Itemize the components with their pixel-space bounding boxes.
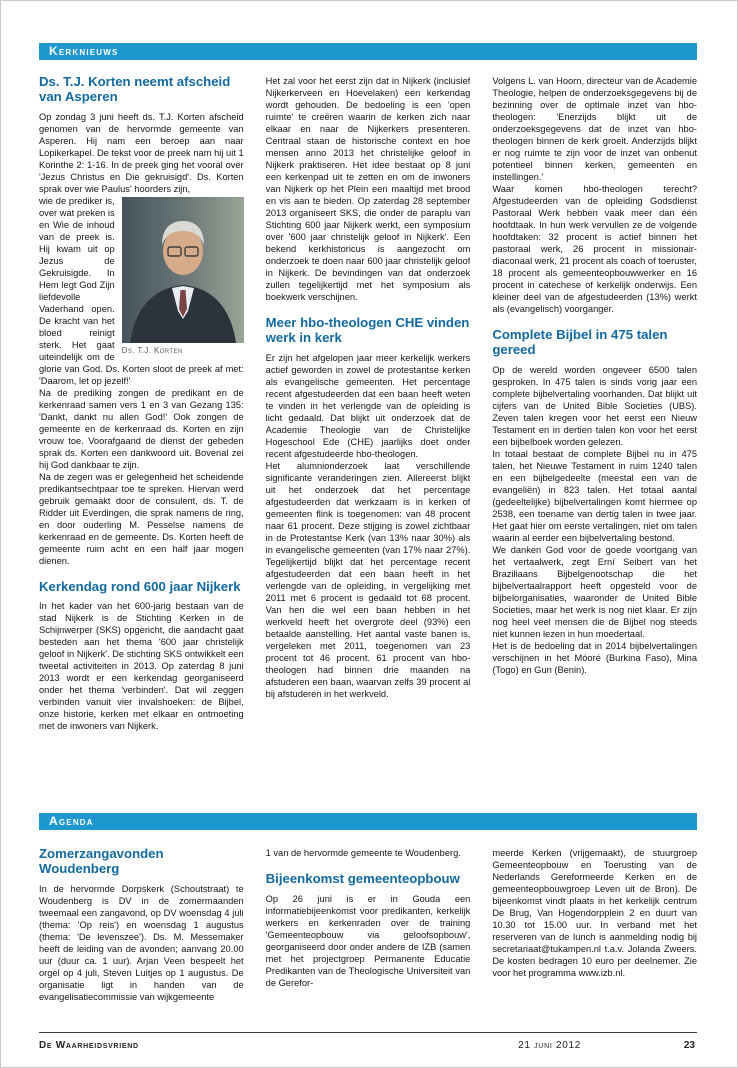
portrait-image: [122, 197, 244, 343]
article-complete-bijbel: [492, 328, 697, 676]
photo-caption: Ds. T.J. Korten: [121, 345, 183, 355]
article-paragraph-continued: Volgens L. van Hoorn, directeur van de Academie Theologie, helpen de onderzoeksgegevens bij de bezinning over de optimale inzet van hbo-theologen: 'Enerzijds blijkt uit de onderzoeksgegevens dat de inzet van hbo-theologen binnen de kerk groeit. Anderzijds blijkt er nog ruimte te zijn voor de inzet van onbenut potentieel binnen kerken, gemeenten en instellingen.': [492, 76, 697, 182]
article-title: Bijeenkomst gemeenteopbouw: [265, 871, 460, 886]
agenda-column-2: [266, 847, 471, 1025]
article-paragraph: In de hervormde Dorpskerk (Schoutstraat) te Woudenberg is DV in de zomermaanden tweemaal een zangavond, op DV woensdag 4 juli (thema: 'Op reis') en woensdag 1 augustus (thema: 'De levenszee'). Ds. M. Messemaker heeft de leiding van de avonden; aanvang 20.00 uur (duur ca. 1 uur). Arjan Veen bespeelt het orgel op 4 juli, Steven Luitjes op 1 augustus. De organisatie ligt in handen van de evangelisatiecommissie van wijkgemeente: [39, 883, 244, 1002]
kerknieuws-column-3: [492, 75, 697, 803]
kerknieuws-column-2: [266, 75, 471, 803]
footer-date: 21 juni 2012: [518, 1040, 581, 1051]
article-korten-afscheid: [39, 75, 244, 567]
article-kerkendag-nijkerk: [39, 580, 244, 733]
article-paragraph-continued: 1 van de hervormde gemeente te Woudenberg.: [265, 848, 461, 858]
agenda-column-3: [492, 847, 697, 1025]
article-paragraph: Na de prediking zongen de predikant en de kerkenraad samen vers 1 en 3 van Gezang 135: 'Dankt, dankt nu allen God!' Ook zongen de gemeente en de kerkenraad ds. Korten en zijn vrouw toe. Voorafgaand de dienst der gebeden sprak ds. Korten een dankwoord uit. Bovenal zei hij God dankbaar te zijn.: [39, 387, 244, 470]
article-title: Kerkendag rond 600 jaar Nijkerk: [39, 578, 241, 594]
article-title: Complete Bijbel in 475 talen gereed: [492, 327, 668, 357]
article-paragraph-continued: meerde Kerken (vrijgemaakt), de stuurgroep Gemeenteopbouw en Toerusting van de Nederlands Gereformeerde Kerken en de gemeenteopbouwgroep Leven uit de Bron). De bijeenkomst vindt plaats in het kerkelijk centrum De Brug, Van Hogendorpplein 2 en duurt van 10.30 tot 15.00 uur. In verband met het reserveren van de lunch is aanmelding nodig bij secretariaat@tukampen.nl t.a.v. Jolanda Zweers. De kosten bedragen 10 euro per deelnemer. Zie voor het programma www.izb.nl.: [492, 848, 697, 978]
article-paragraph: Het is de bedoeling dat in 2014 bijbelvertalingen verschijnen in het Móoré (Burkina Faso), Mina (Togo) en Gun (Benin).: [492, 640, 697, 675]
agenda-columns: [39, 847, 697, 1025]
article-paragraph: We danken God voor de goede voortgang van het vertaalwerk, zegt Erní Seibert van het Braziliaans Bijbelgenootschap die het bijbelvertaalrapport heeft opgesteld voor de bijbelorganisaties, waaronder de United Bible Societies, maar het werk is nog niet klaar. Er zijn nog heel veel mensen die de Bijbel nog steeds niet kunnen lezen in hun moedertaal.: [492, 544, 697, 639]
agenda-column-1: [39, 847, 244, 1025]
kerknieuws-column-1: [39, 75, 244, 803]
article-paragraph: Het alumnionderzoek laat verschillende significante veranderingen zien. Allereerst blijkt uit het onderzoek dat het percentage afgestudeerden dat werkzaam is in kerken of gemeenten flink is toegenomen: van 48 procent naar 61 procent. Deze stijging is zowel zichtbaar in de Protestantse Kerk (van 13% naar 30%) als in evangelische gemeenten (van 17% naar 27%). Tegelijkertijd blijkt dat het percentage recent afgestudeerden dat een baan heeft in het verlengde van de opleiding, in vergelijking met 2011 met 6 procent is gedaald tot 68 procent. Van hen die wel een baan hebben in het werkveld heeft het overgrote deel (93%) een betaalde aanstelling. Het aantal vaste banen is, vergeleken met 2011, toegenomen van 23 procent tot 46 procent. 61 procent van hbo-theologen had binnen drie maanden na afstuderen een baan, waarvan zelfs 39 procent al bij afstuderen in het werkveld.: [265, 460, 471, 699]
article-paragraph: Op 26 juni is er in Gouda een informatiebijeenkomst voor predikanten, kerkelijk werkers en kerkenraden over de training 'Gemeenteopbouw via geloofsopbouw', georganiseerd door onder andere de IZB (samen met het projectgroep Permanente Educatie Predikanten van de Theologische Universiteit van de Gerefor-: [265, 893, 471, 988]
article-hbo-theologen: [266, 316, 471, 700]
footer-publication: De Waarheidsvriend: [39, 1040, 139, 1051]
article-paragraph: Er zijn het afgelopen jaar meer kerkelijk werkers actief geworden in zowel de protestantse kerken als evangelische gemeenten. Het percentage recent afgestudeerden dat een baan heeft weten te vinden in het verlengde van de opleiding is licht gedaald. Dat blijkt uit onderzoek dat de Academie Theologie van de Christelijke Hogeschool Ede (CHE) jaarlijks doet onder recent afgestudeerde hbo-theologen.: [265, 352, 471, 459]
article-paragraph: wie de prediker is, over wat preken is en Wie de inhoud van de preek is. Hij kwam uit op Jezus de Gekruisigde. In Hem legt God Zijn liefdevolle Vaderhand open. De kracht van het bloed reinigt sterk. Het gaat uiteindelijk om de glorie van God. Ds. Korten sloot de preek af met: 'Daarom, let op jezelf!': [39, 195, 244, 386]
article-paragraph: Op zondag 3 juni heeft ds. T.J. Korten afscheid genomen van de hervormde gemeente van Asperen. Hij nam een beroep aan naar Lopikerkapel. De tekst voor de preek nam hij uit 1 Korinthe 2: 1-16. In de preek ging het vooral over 'Jezus Christus en Die gekruisigd'. Ds. Korten sprak over wie Paulus' hoorders zijn,: [39, 111, 244, 194]
article-paragraph: In het kader van het 600-jarig bestaan van de stad Nijkerk is de Stichting Kerken in de Schijnwerper (SKS) opgericht, die aandacht gaat besteden aan het thema '600 jaar christelijk geloof in Nijkerk'. De stichting SKS ontwikkelt een tweetal activiteiten in 2013. Op zaterdag 8 juni 2013 wordt er een kerkendag georganiseerd onder het thema 'verbinden'. Dat wil zeggen verbinden vanuit vier invalshoeken: de Bijbel, onze historie, kerken met elkaar en ontmoeting met de inwoners van Nijkerk.: [39, 601, 244, 732]
photo-text-wrap: [39, 195, 244, 567]
article-paragraph: Op de wereld worden ongeveer 6500 talen gesproken. In 475 talen is sinds vorig jaar een complete bijbelvertaling voorhanden. Dat blijkt uit cijfers van de United Bible Societies (UBS). Zeven talen kregen voor het eerst een Nieuw Testament en in dertien talen kon voor het eerst een bijbelboek worden gelezen.: [492, 364, 697, 447]
article-paragraph: Na de zegen was er gelegenheid het scheidende predikantsechtpaar toe te spreken. Hiervan werd gebruik gemaakt door de consulent, ds. T. de Ridder uit Everdingen, die sprak namens de ring, en door ouderling M. Pesselse namens de kerkenraad en de gemeente. Ds. Korten heeft de gemeente ruim acht en een half jaar mogen dienen.: [39, 471, 244, 566]
article-title: Meer hbo-theologen CHE vinden werk in kerk: [265, 315, 470, 345]
article-paragraph-continued: Het zal voor het eerst zijn dat in Nijkerk (inclusief Nijkerkerveen en Hoevelaken) een kerkendag wordt gehouden. De bedoeling is een 'open ruimte' te creëren waarin de kerken zich naar elkaar en naar de Nijkerkers presenteren. Centraal staan de historische context en hoe mensen anno 2013 het christelijke geloof in Nijkerk praktiseren. Het idee bestaat op 8 juni een kerkenpad uit te zetten en om de inwoners van Nijkerk op het Plein een maaltijd met brood en vis aan te bieden. Op zaterdag 28 september 2013 organiseert SKS, die onder de paraplu van Stichting 600 jaar Nijkerk werkt, een symposium over '600 jaar christelijk geloof in Nijkerk'. Een bekend kerkhistoricus is aangezocht om onderzoek te doen naar 600 jaar christelijk geloof in Nijkerk. De bevindingen van dat onderzoek zullen tegelijkertijd met het symposium als boekwerk verschijnen.: [265, 76, 471, 302]
article-title: Ds. T.J. Korten neemt afscheid van Asperen: [39, 75, 231, 104]
article-zomerzangavonden: [39, 847, 244, 1003]
korten-photo: [122, 197, 244, 355]
article-paragraph: In totaal bestaat de complete Bijbel nu in 475 talen, het Nieuwe Testament in ruim 1240 talen en een bijbelgedeelte (meestal een van de evangeliën) in 823 talen. Het totaal aantal (gedeeltelijke) bijbelvertalingen komt hiermee op 2538, een toename van dertig talen in twee jaar. Het gaat hier om eerste vertalingen, niet om talen waarin al eerder een bijbelvertaling bestond.: [492, 448, 697, 543]
article-title: Zomerzangavonden Woudenberg: [39, 847, 164, 876]
section-bar-kerknieuws: Kerknieuws: [39, 43, 697, 60]
section-bar-agenda: Agenda: [39, 813, 697, 830]
page-footer: [39, 1032, 697, 1051]
article-bijeenkomst-gemeenteopbouw: [266, 872, 471, 989]
article-paragraph-continued: Waar komen hbo-theologen terecht? Afgestudeerden van de opleiding Godsdienst Pastoraal Werk hebben vaak meer dan één hoofdtaak. In hun werk vervullen ze de volgende hoofdtaken: 32 procent is actief binnen het pastoraal werk, 26 procent in missionair-diaconaal werk, 21 procent als coach of toeruster, 18 procent als gemeenteopbouwwerker en 16 procent in catechese of kerkelijk onderwijs. Een kleiner deel van de afgestudeerden (13%) werkt als (evangelisch) voorganger.: [492, 184, 697, 314]
footer-page-number: 23: [683, 1040, 695, 1051]
kerknieuws-columns: [39, 75, 697, 803]
